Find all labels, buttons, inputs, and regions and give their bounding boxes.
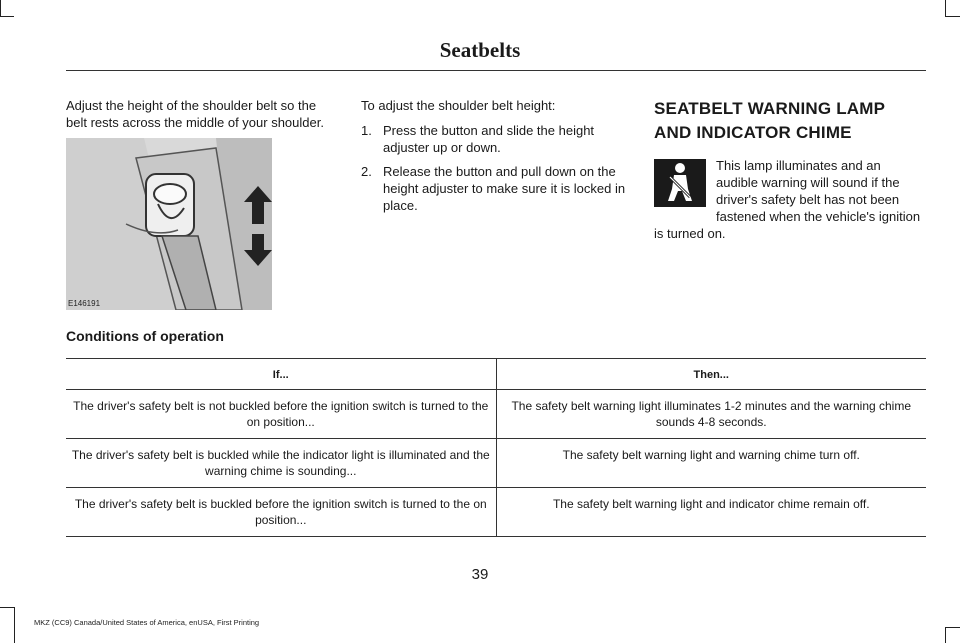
column-shoulder-belt bbox=[66, 97, 338, 131]
step-number: 2. bbox=[361, 164, 372, 179]
seatbelt-warning-icon bbox=[654, 159, 706, 207]
step-text: Press the button and slide the height adjuster up or down. bbox=[383, 123, 595, 155]
table-row bbox=[66, 439, 926, 488]
header-then: Then... bbox=[496, 359, 926, 390]
column-adjust-steps bbox=[361, 97, 633, 221]
page-number: 39 bbox=[471, 566, 489, 583]
header-divider bbox=[66, 70, 926, 71]
table-cell: The safety belt warning light and warning chime turn off. bbox=[496, 439, 926, 488]
warning-heading: SEATBELT WARNING LAMP AND INDICATOR CHIME bbox=[654, 99, 885, 142]
warning-text: This lamp illuminates and an audible warning will sound if the driver's safety belt has not been fastened when the vehicle's ignition is turned on. bbox=[654, 158, 921, 241]
list-item bbox=[361, 122, 633, 156]
steps-list bbox=[361, 122, 633, 214]
shoulder-belt-figure bbox=[66, 138, 272, 310]
table-cell: The driver's safety belt is buckled before the ignition switch is turned to the on position... bbox=[66, 488, 496, 537]
page-footer: MKZ (CC9) Canada/United States of America, enUSA, First Printing bbox=[34, 618, 260, 627]
crop-mark bbox=[945, 16, 960, 17]
crop-mark bbox=[0, 16, 14, 17]
conditions-table bbox=[66, 358, 926, 537]
table-row bbox=[66, 390, 926, 439]
adjust-intro: To adjust the shoulder belt height: bbox=[361, 98, 556, 113]
crop-mark bbox=[945, 627, 946, 643]
header-if: If... bbox=[66, 359, 496, 390]
table-row bbox=[66, 488, 926, 537]
table-header-row bbox=[66, 359, 926, 390]
page-title: Seatbelts bbox=[439, 38, 521, 62]
seatbelt-warning-icon-graphic bbox=[654, 159, 706, 207]
table-cell: The driver's safety belt is not buckled before the ignition switch is turned to the on position... bbox=[66, 390, 496, 439]
step-text: Release the button and pull down on the height adjuster to make sure it is locked in place. bbox=[383, 164, 626, 213]
crop-mark bbox=[945, 0, 946, 16]
shoulder-belt-intro: Adjust the height of the shoulder belt so the belt rests across the middle of your shoulder. bbox=[66, 98, 324, 130]
step-number: 1. bbox=[361, 123, 372, 138]
shoulder-belt-illustration bbox=[66, 138, 272, 310]
crop-mark bbox=[945, 627, 960, 628]
crop-mark bbox=[14, 607, 15, 643]
table-cell: The safety belt warning light and indicator chime remain off. bbox=[496, 488, 926, 537]
crop-mark bbox=[0, 0, 1, 16]
list-item bbox=[361, 163, 633, 214]
table-cell: The driver's safety belt is buckled while the indicator light is illuminated and the warning chime is sounding... bbox=[66, 439, 496, 488]
conditions-title: Conditions of operation bbox=[66, 328, 224, 344]
column-warning-lamp bbox=[654, 97, 926, 242]
crop-mark bbox=[0, 607, 14, 608]
figure-id: E146191 bbox=[68, 299, 101, 308]
table-cell: The safety belt warning light illuminates 1-2 minutes and the warning chime sounds 4-8 seconds. bbox=[496, 390, 926, 439]
